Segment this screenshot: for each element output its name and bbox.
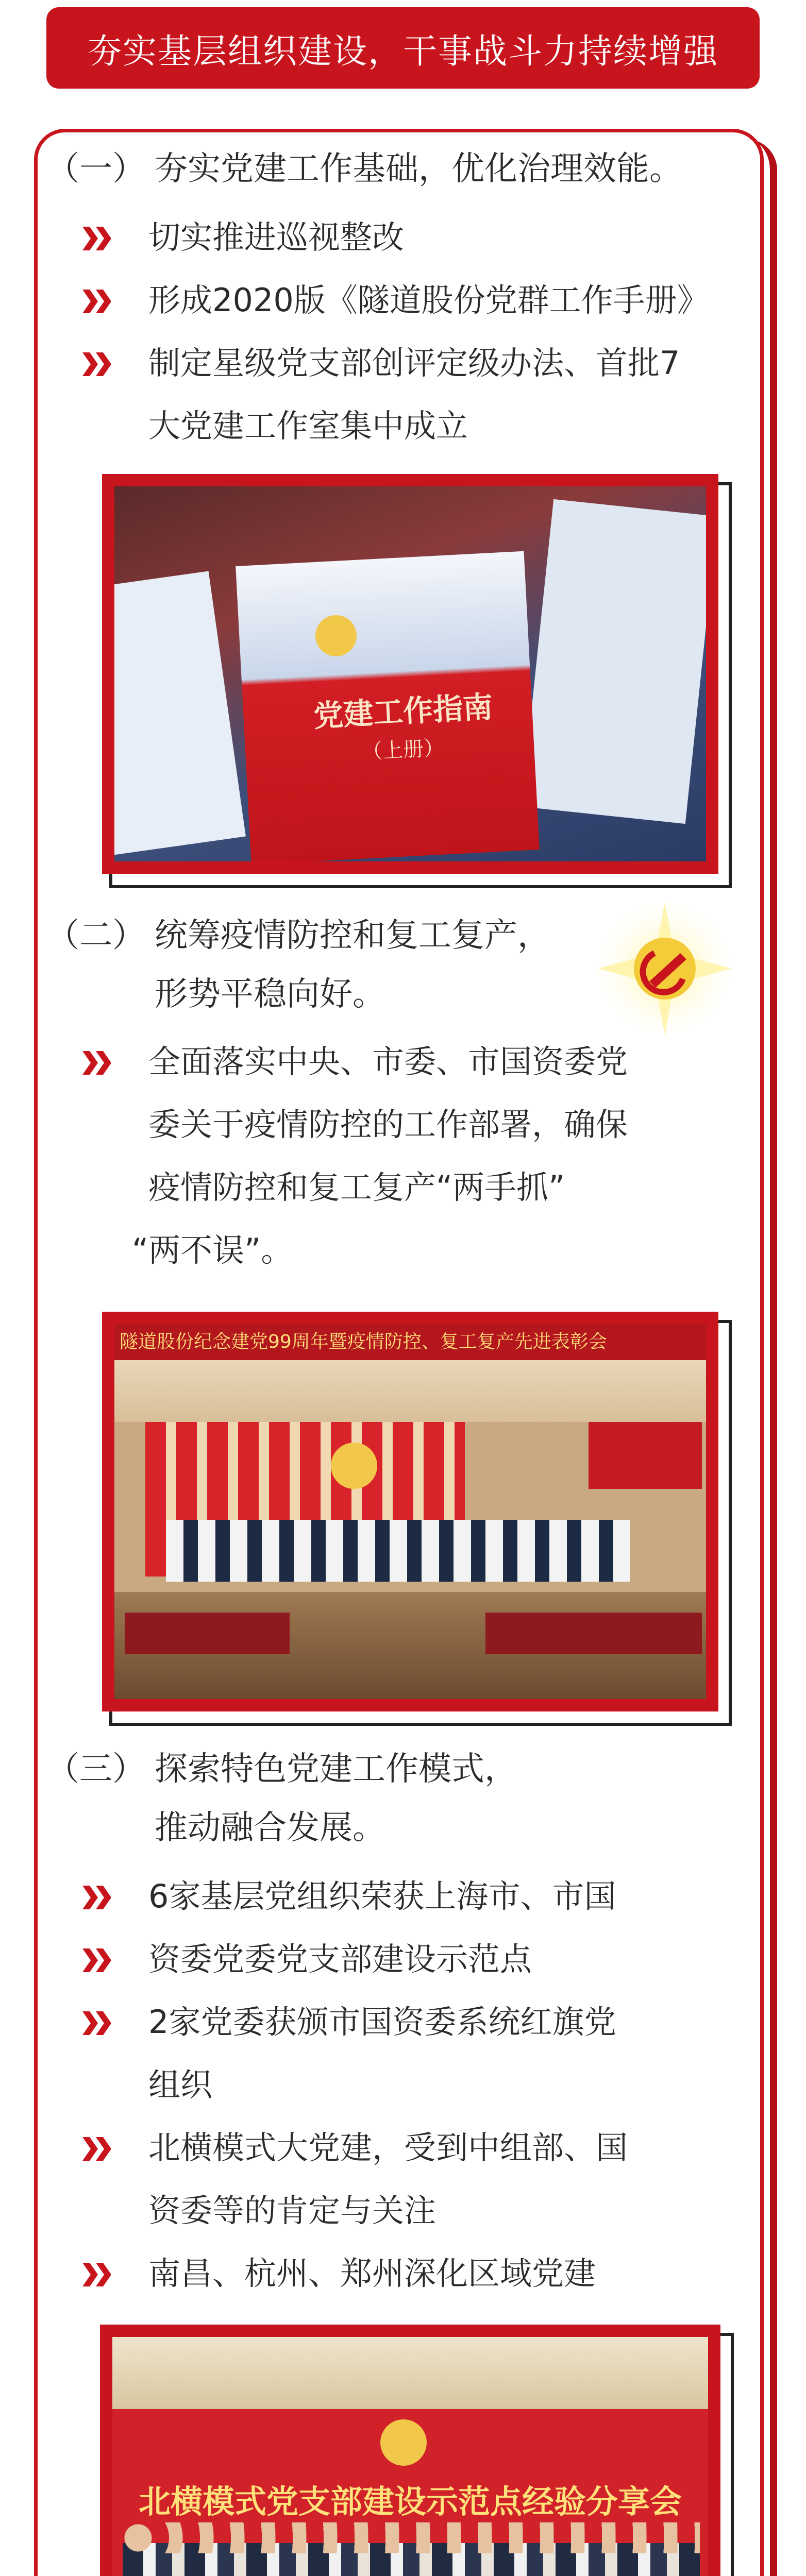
section-1-heading: [46, 140, 682, 198]
double-chevron-icon: [82, 2242, 129, 2305]
double-chevron-icon: [82, 269, 129, 332]
photo-frame: [102, 474, 718, 874]
section-number: （一）: [46, 150, 145, 188]
bullet-item: [82, 2116, 628, 2242]
bullet-text: 形成2020版《隧道股份党群工作手册》: [148, 281, 709, 319]
bullet-text: 南昌、杭州、郑州深化区域党建: [148, 2255, 596, 2292]
section-number: （二）: [46, 917, 145, 955]
section-title: 形势平稳向好。: [155, 975, 385, 1013]
meeting-banner-text: 北横模式党支部建设示范点经验分享会: [138, 2483, 682, 2520]
section-title: 夯实党建工作基础，优化治理效能。: [155, 150, 682, 188]
photo-experience-sharing-meeting: [112, 2337, 708, 2576]
banner-title: 夯实基层组织建设，干事战斗力持续增强: [88, 31, 718, 71]
photo-frame: [100, 2325, 720, 2576]
party-emblem-icon: [315, 615, 357, 656]
bullet-item: [82, 1991, 616, 2116]
bullet-text: 2家党委获颁市国资委系统红旗党: [148, 2003, 616, 2041]
bullet-text-continued: 委关于疫情防控的工作部署，确保: [148, 1106, 628, 1143]
meeting-banner-text: 隧道股份纪念建党99周年暨疫情防控、复工复产先进表彰会: [114, 1324, 706, 1360]
bullet-item: [82, 269, 709, 332]
bullet-item: [82, 332, 680, 457]
bullet-item: [82, 206, 404, 269]
bullet-text-continued: 疫情防控和复工复产“两手抓”: [148, 1168, 565, 1206]
photo-frame: [102, 1312, 718, 1711]
section-2-heading: [46, 907, 550, 964]
bullet-item: [82, 1928, 532, 1991]
party-emblem-decoration-icon: [593, 896, 737, 1041]
bullet-text-continued: 资委等的肯定与关注: [148, 2192, 436, 2229]
double-chevron-icon: [82, 2116, 129, 2179]
bullet-item: [82, 1030, 628, 1282]
double-chevron-icon: [82, 1865, 129, 1928]
bullet-text-continued: 大党建工作室集中成立: [148, 407, 468, 445]
section-number: （三）: [46, 1750, 145, 1788]
party-emblem-icon: [331, 1443, 377, 1489]
section-2-heading-continued: [46, 965, 385, 1023]
bullet-item: [82, 1865, 616, 1928]
booklet-subtitle: （上册）: [361, 736, 445, 765]
section-title: 推动融合发展。: [155, 1809, 385, 1847]
bullet-text: 6家基层党组织荣获上海市、市国: [148, 1877, 616, 1915]
double-chevron-icon: [82, 1991, 129, 2054]
party-emblem-icon: [380, 2419, 427, 2466]
booklet-title: 党建工作指南: [312, 689, 494, 734]
bullet-text: 全面落实中央、市委、市国资委党: [148, 1043, 628, 1080]
bullet-item: [82, 2242, 596, 2305]
section-3-heading-continued: [46, 1799, 385, 1857]
bullet-text: 资委党委党支部建设示范点: [148, 1940, 532, 1978]
double-chevron-icon: [82, 1928, 129, 1991]
photo-party-guide-booklets: [114, 486, 706, 861]
double-chevron-icon: [82, 332, 129, 395]
section-title: 探索特色党建工作模式，: [155, 1750, 517, 1788]
section-title: 统筹疫情防控和复工复产，: [155, 917, 550, 955]
bullet-text: 切实推进巡视整改: [148, 218, 405, 256]
photo-commendation-meeting: [114, 1324, 706, 1699]
section-banner: [46, 7, 760, 89]
double-chevron-icon: [82, 206, 129, 269]
bullet-text-continued: 组织: [148, 2066, 213, 2104]
bullet-text: 制定星级党支部创评定级办法、首批7: [148, 344, 680, 382]
bullet-text: 北横模式大党建，受到中组部、国: [148, 2129, 628, 2166]
section-3-heading: [46, 1740, 517, 1798]
double-chevron-icon: [82, 1030, 129, 1093]
bullet-text-continued: “两不误”。: [132, 1231, 293, 1269]
